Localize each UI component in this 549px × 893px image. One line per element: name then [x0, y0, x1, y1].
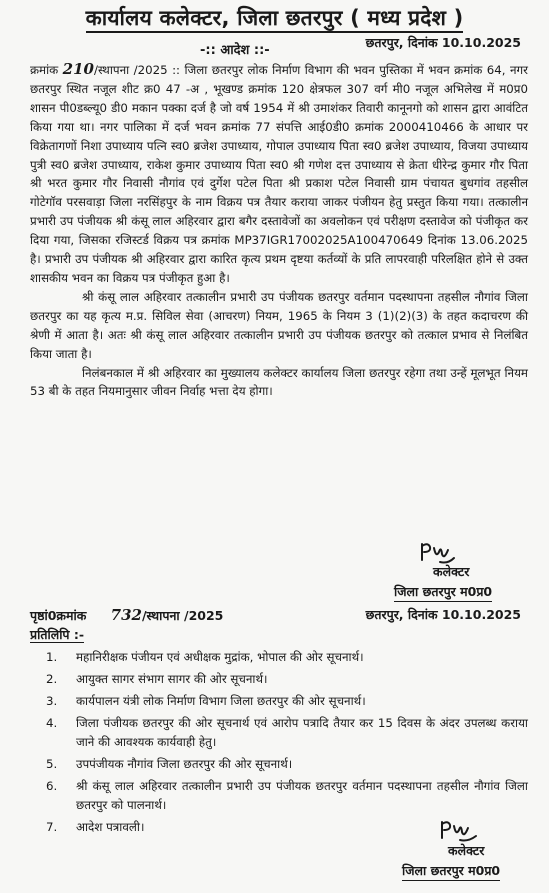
- copy-to-item: [38, 755, 528, 774]
- copy-to-item-number: 6.: [46, 779, 58, 793]
- order-paragraph-3: निलंबनकाल में श्री अहिरवार का मुख्यालय कलेक्टर कार्यालय जिला छतरपुर रहेगा तथा उन्हें मूलभूत नियम 53 बी के तहत नियमानुसार जीवन निर्वाह भत्ता देय होगा।: [30, 365, 528, 399]
- order-heading: -:: आदेश ::-: [200, 43, 270, 58]
- copy-to-list: [38, 648, 528, 840]
- copy-to-item-text: आदेश पत्रावली।: [76, 820, 145, 834]
- order-body: [30, 60, 528, 401]
- signature-2-office: जिला छतरपुर म0प्र0: [402, 863, 501, 878]
- order-paragraph-2: श्री कंसू लाल अहिरवार तत्कालीन प्रभारी उप पंजीयक छतरपुर वर्तमान पदस्थापना तहसील नौगांव जिला छतरपुर का यह कृत्य म.प्र. सिविल सेवा (आचरण) नियम, 1965 के नियम 3 (1)(2)(3) के तहत कदाचरण की श्रेणी में आता है। अतः श्री कंसू लाल अहिरवार तत्कालीन प्रभारी उप पंजीयक छतरपुर को तत्काल प्रभाव से निलंबित किया जाता है।: [30, 289, 528, 361]
- copy-to-item: [38, 670, 528, 689]
- signature-1-office: जिला छतरपुर म0प्र0: [394, 584, 493, 599]
- signature-2-designation: कलेक्टर: [448, 843, 485, 858]
- copy-to-item-text: उपपंजीयक नौगांव जिला छतरपुर की ओर सूचनार्थ।: [76, 757, 293, 771]
- endorsement-number-prefix: पृष्ठां0क्रमांक: [30, 608, 87, 623]
- copy-to-item: [38, 692, 528, 711]
- order-number: 210: [62, 60, 94, 78]
- copy-to-item-text: श्री कंसू लाल अहिरवार तत्कालीन प्रभारी उप पंजीयक छतरपुर वर्तमान पदस्थापना तहसील नौगांव जिला छतरपुर को पालनार्थ।: [76, 779, 528, 812]
- endorsement-number-value: 732: [110, 606, 142, 624]
- signature-2-office-wrap: [402, 862, 500, 881]
- copy-to-item-number: 4.: [46, 716, 58, 730]
- signature-block-1: [415, 563, 469, 581]
- copy-to-item-number: 7.: [46, 820, 58, 834]
- copy-to-label: प्रतिलिपि :-: [30, 627, 85, 642]
- handwritten-signature-1: [418, 538, 458, 566]
- order-number-prefix: क्रमांक: [30, 63, 59, 77]
- endorsement-date: छतरपुर, दिनांक 10.10.2025: [365, 607, 521, 622]
- copy-to-item-text: कार्यपालन यंत्री लोक निर्माण विभाग जिला छतरपुर की ओर सूचनार्थ।: [76, 694, 366, 708]
- order-date: छतरपुर, दिनांक 10.10.2025: [365, 35, 521, 50]
- copy-to-item-text: महानिरीक्षक पंजीयन एवं अधीक्षक मुद्रांक, भोपाल की ओर सूचनार्थ।: [76, 650, 364, 664]
- copy-to-item: [38, 777, 528, 815]
- signature-block-2: [430, 842, 484, 860]
- copy-to-item-number: 2.: [46, 672, 58, 686]
- endorsement-number-suffix: /स्थापना /2025: [141, 608, 224, 623]
- order-paragraph-1: [30, 60, 528, 288]
- office-header: [0, 4, 549, 32]
- copy-to-item: [38, 648, 528, 667]
- order-paragraph-1-text: जिला छतरपुर लोक निर्माण विभाग की भवन पुस्तिका में भवन क्रमांक 64, नगर छतरपुर स्थित नजूल शीट क्र0 47 -अ , भूखण्ड क्रमांक 120 क्षेत्रफल 307 वर्ग मी0 नजूल अभिलेख में म0प्र0 शासन पी0डब्ल्यू0 डी0 मकान पक्का दर्ज है जो वर्ष 1954 में श्री उमाशंकर तिवारी कानूनगो को शासन द्वारा आवंटित किया गया था। नगर पालिका में दर्ज भवन क्रमांक 77 संपत्ति आई0डी0 क्रमांक 2000410466 के आधार पर विक्रेतागणों निशा उपाध्याय पत्नि स्व0 ब्रजेश उपाध्याय, गोपाल उपाध्याय पिता स्व0 ब्रजेश उपाध्याय, विजया उपाध्याय पुत्री स्व0 ब्रजेश उपाध्याय, राकेश कुमार उपाध्याय पिता स्व0 श्री गणेश दत्त उपाध्याय से क्रेता धीरेन्द्र कुमार गौर पिता श्री भरत कुमार गौर निवासी नौगांव एवं दुर्गेश पटेल पिता श्री प्रकाश पटेल निवासी ग्राम पंचायत बुधगांव तहसील गोटेगॉव परसवाड़ा जिला नरसिंहपुर के नाम विक्रय पत्र तैयार कराया जाकर पंजीयन हेतु प्रस्तुत किया गया। तत्कालीन प्रभारी उप पंजीयक श्री कंसू लाल अहिरवार द्वारा बगैर दस्तावेजों का अवलोकन एवं परीक्षण दस्तावेज को पंजीकृत कर दिया गया, जिसका रजिस्टर्ड विक्रय पत्र क्रमांक MP37IGR17002025A100470649 दिनांक 13.06.2025 है। प्रभारी उप पंजीयक श्री अहिरवार द्वारा कारित कृत्य प्रथम दृष्टया कर्तव्यों के प्रति लापरवाही परिलक्षित होने से उक्त शासकीय भवन का विक्रय पत्र पंजीकृत हुआ है।: [30, 63, 529, 285]
- handwritten-signature-2: [438, 816, 480, 844]
- copy-to-item-text: जिला पंजीयक छतरपुर की ओर सूचनार्थ एवं आरोप पत्रादि तैयार कर 15 दिवस के अंदर उपलब्ध कराया जाने की आवश्यक कार्यवाही हेतु।: [76, 716, 528, 749]
- endorsement-number: [30, 606, 223, 624]
- order-number-suffix: /स्थापना /2025 ::: [93, 63, 181, 77]
- signature-1-designation: कलेक्टर: [433, 564, 470, 579]
- copy-to-item-text: आयुक्त सागर संभाग सागर की ओर सूचनार्थ।: [76, 672, 268, 686]
- copy-to-item-number: 5.: [46, 757, 58, 771]
- copy-to-item-number: 3.: [46, 694, 58, 708]
- copy-to-item-number: 1.: [46, 650, 58, 664]
- office-title: कार्यालय कलेक्टर, जिला छतरपुर ( मध्य प्रदेश ): [86, 6, 464, 33]
- signature-1-office-wrap: [394, 583, 492, 602]
- copy-to-item: [38, 714, 528, 752]
